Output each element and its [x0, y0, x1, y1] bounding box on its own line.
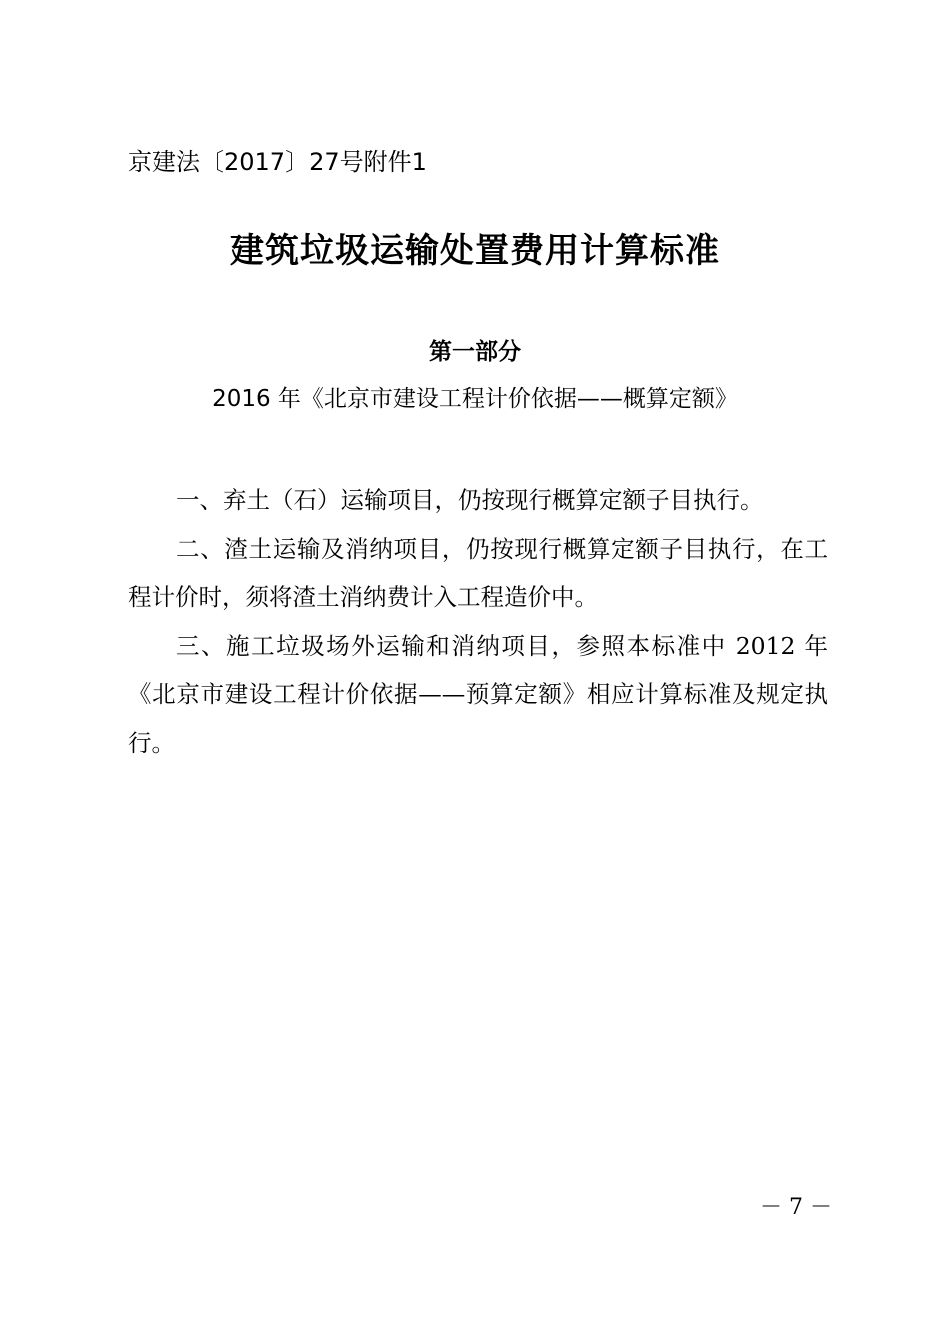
- paragraph-1: 一、弃土（石）运输项目，仍按现行概算定额子目执行。: [176, 486, 764, 514]
- page-number: － 7 －: [760, 1195, 832, 1220]
- body-text: [128, 476, 828, 767]
- document-number: 京建法〔2017〕27号附件1: [128, 148, 427, 176]
- paragraph-3: 三、施工垃圾场外运输和消纳项目，参照本标准中 2012 年《北京市建设工程计价依据——预算定额》相应计算标准及规定执行。: [128, 631, 828, 757]
- part-subheading: 2016 年《北京市建设工程计价依据——概算定额》: [212, 386, 738, 412]
- part-heading: 第一部分: [429, 339, 521, 365]
- document-title: 建筑垃圾运输处置费用计算标准: [230, 231, 720, 271]
- paragraph-2: 二、渣土运输及消纳项目，仍按现行概算定额子目执行，在工程计价时，须将渣土消纳费计入工程造价中。: [128, 534, 828, 611]
